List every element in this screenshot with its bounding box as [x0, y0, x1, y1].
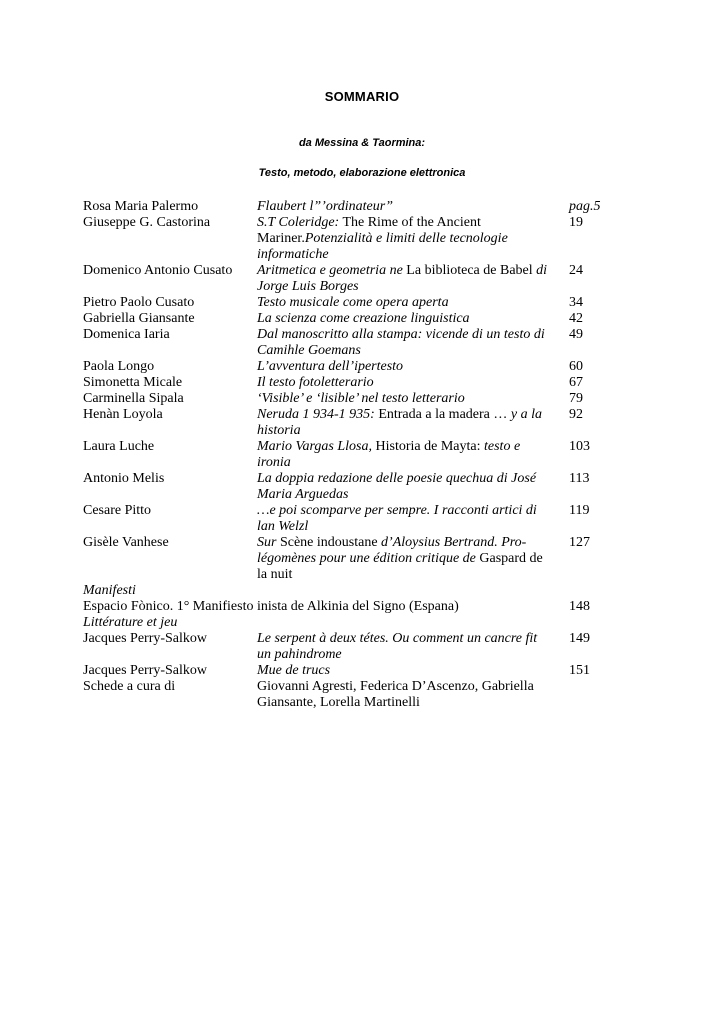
- entry-title-part: Dal manoscritto alla stampa: vicende di un testo di Camihle Goemans: [257, 327, 545, 358]
- entry-author: Laura Luche: [83, 439, 155, 454]
- entry-author: Jacques Perry-Salkow: [83, 663, 208, 678]
- toc-entries-2: [83, 631, 643, 679]
- entry-title-part: S.T Coleridge:: [257, 215, 340, 230]
- entry-title-part: y a la historia: [257, 407, 542, 438]
- toc-entry: [83, 391, 643, 407]
- subtitle-theme: Testo, metodo, elaborazione elettronica: [258, 167, 466, 179]
- entry-author: Domenico Antonio Cusato: [83, 263, 233, 278]
- entry-author: Henàn Loyola: [83, 407, 163, 422]
- entry-page: 19: [569, 215, 583, 230]
- entry-author: Gabriella Giansante: [83, 311, 195, 326]
- toc-entry: [83, 215, 643, 263]
- entry-author: Jacques Perry-Salkow: [83, 631, 208, 646]
- toc-entry: [83, 311, 643, 327]
- entry-page: 34: [569, 295, 583, 310]
- entry-title-part: Testo musicale come opera aperta: [257, 295, 449, 310]
- entry-page: 24: [569, 263, 583, 278]
- entry-page: 67: [569, 375, 583, 390]
- entry-title-part: Aritmetica e geometria ne: [257, 263, 403, 278]
- entry-author: Simonetta Micale: [83, 375, 183, 390]
- entry-title-part: La biblioteca de Babel: [402, 263, 537, 278]
- entry-author: Giuseppe G. Castorina: [83, 215, 211, 230]
- toc-entry: [83, 439, 643, 471]
- entry-page: 113: [569, 471, 590, 486]
- entry-title: [257, 471, 553, 503]
- toc-entry: [83, 375, 643, 391]
- entry-page: 148: [569, 599, 590, 614]
- section-heading-litterature: [83, 615, 643, 631]
- entry-title: [257, 439, 553, 471]
- entry-title: [257, 215, 553, 263]
- toc-entry-schede: [83, 679, 643, 711]
- entry-page: 103: [569, 439, 590, 454]
- table-of-contents: [83, 199, 643, 711]
- entry-title-part: ‘Visible’ e ‘lisible’ nel testo letterario: [257, 391, 465, 406]
- entry-page: 92: [569, 407, 583, 422]
- entry-title-part: Flaubert l”’ordinateur”: [257, 199, 393, 214]
- entry-title-part: L’avventura dell’ipertesto: [257, 359, 404, 374]
- entry-title: [257, 311, 553, 327]
- page-title: SOMMARIO: [324, 89, 400, 104]
- entry-page: 49: [569, 327, 583, 342]
- entry-title: Giovanni Agresti, Federica D’Ascenzo, Gabriella Giansante, Lorella Martinelli: [257, 679, 534, 710]
- entry-title-part: testo e ironia: [257, 439, 521, 470]
- entry-title-part: Neruda 1 934-1 935:: [257, 407, 375, 422]
- entry-author: Rosa Maria Palermo: [83, 199, 199, 214]
- toc-entry: [83, 295, 643, 311]
- toc-entry: [83, 663, 643, 679]
- toc-entries: [83, 199, 643, 583]
- entry-page: 60: [569, 359, 583, 374]
- entry-page: 119: [569, 503, 590, 518]
- toc-entry-manifesto: [83, 599, 643, 615]
- toc-entry: [83, 327, 643, 359]
- entry-title: [257, 663, 553, 679]
- entry-title-part: Il testo fotoletterario: [257, 375, 374, 390]
- entry-page: 127: [569, 535, 590, 550]
- section-heading-manifesti: [83, 583, 643, 599]
- entry-page: 149: [569, 631, 590, 646]
- entry-page: 79: [569, 391, 583, 406]
- entry-title: [257, 295, 553, 311]
- entry-title: [257, 359, 553, 375]
- entry-title-part: Entrada a la madera …: [374, 407, 511, 422]
- entry-title: [257, 535, 553, 583]
- toc-entry: [83, 199, 643, 215]
- entry-title-part: Scène indoustane: [276, 535, 382, 550]
- entry-title-part: …e poi scomparve per sempre. I racconti artici di lan Welzl: [257, 503, 537, 534]
- entry-title: [257, 391, 553, 407]
- entry-title: [257, 407, 553, 439]
- entry-author: Schede a cura di: [83, 679, 176, 694]
- toc-entry: [83, 359, 643, 375]
- entry-title: [257, 327, 553, 359]
- entry-author: Cesare Pitto: [83, 503, 152, 518]
- entry-title-part: Potenzialità e limiti delle tecnologie informatiche: [257, 231, 508, 262]
- entry-page: pag.5: [569, 199, 601, 214]
- entry-title-part: La scienza come creazione linguistica: [257, 311, 470, 326]
- entry-title-part: The Rime of the Ancient Mariner.: [257, 215, 481, 246]
- entry-title-part: Mario Vargas Llosa,: [257, 439, 373, 454]
- entry-title-part: Mue de trucs: [257, 663, 331, 678]
- toc-entry: [83, 407, 643, 439]
- section-label: Manifesti: [83, 583, 136, 598]
- entry-author: Antonio Melis: [83, 471, 165, 486]
- entry-title: [257, 503, 553, 535]
- entry-title-part: La doppia redazione delle poesie quechua di José Maria Arguedas: [257, 471, 537, 502]
- entry-title-part: di Jorge Luis Borges: [257, 263, 548, 294]
- entry-author: Domenica Iaria: [83, 327, 170, 342]
- entry-title-part: Historia de Mayta:: [372, 439, 484, 454]
- entry-author: Gisèle Vanhese: [83, 535, 169, 550]
- section-label: Littérature et jeu: [83, 615, 178, 630]
- subtitle-location: da Messina & Taormina:: [298, 137, 426, 149]
- entry-page: 42: [569, 311, 583, 326]
- toc-entry: [83, 535, 643, 583]
- entry-title: [257, 263, 553, 295]
- entry-page: 151: [569, 663, 590, 678]
- toc-entry: [83, 631, 643, 663]
- entry-title: [257, 375, 553, 391]
- entry-title-part: d’Aloysius Bertrand. Pro-légomènes pour une édition critique de: [257, 535, 527, 566]
- toc-entry: [83, 471, 643, 503]
- toc-entry: [83, 263, 643, 295]
- entry-text: Espacio Fònico. 1° Manifiesto inista de Alkinia del Signo (Espana): [83, 599, 459, 614]
- entry-author: Pietro Paolo Cusato: [83, 295, 195, 310]
- entry-author: Carminella Sipala: [83, 391, 184, 406]
- toc-entry: [83, 503, 643, 535]
- entry-title-part: Gaspard de la nuit: [257, 551, 543, 582]
- entry-author: Paola Longo: [83, 359, 155, 374]
- entry-title: [257, 199, 553, 215]
- entry-title-part: Le serpent à deux tétes. Ou comment un cancre fit un pahindrome: [257, 631, 538, 662]
- entry-title: [257, 631, 553, 663]
- entry-title-part: Sur: [257, 535, 277, 550]
